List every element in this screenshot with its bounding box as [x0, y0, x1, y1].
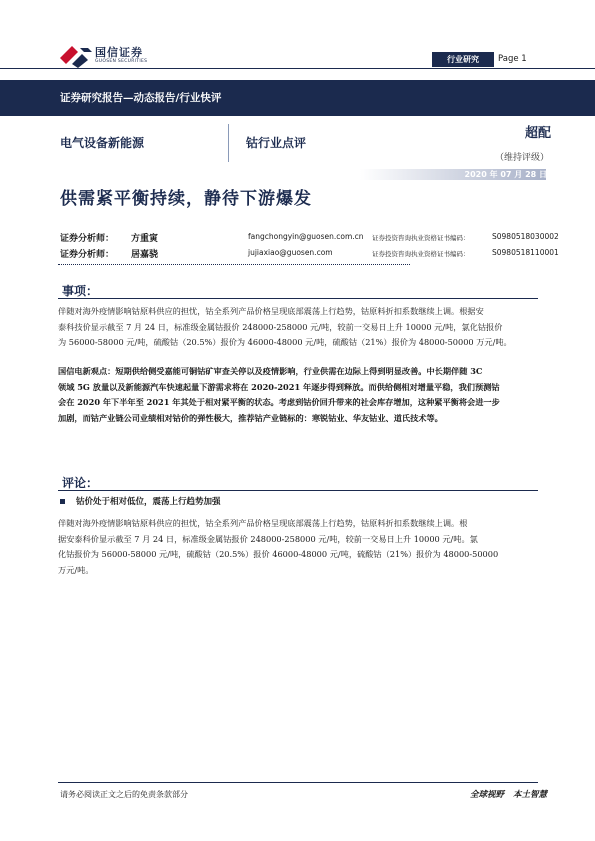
page-number: Page 1 [498, 54, 527, 64]
analyst-label: 证券分析师： [60, 250, 115, 260]
comments-title: 评论： [62, 476, 99, 490]
analyst-cert-number: S0980518110001 [492, 248, 559, 257]
text-line: 为 56000-58000 元/吨，硫酸钴（20.5%）报价为 46000-48000 元/吨，硫酸钴（21%）报价为 48000-50000 万元/吨。 [58, 337, 512, 347]
logo-english-name: GUOSEN SECURITIES [95, 59, 148, 64]
analyst-name: 方重寅 [131, 234, 159, 244]
sector-label: 电气设备新能源 [60, 136, 145, 150]
text-line: 加剧，而钴产业链公司业绩相对钴价的弹性极大，推荐钴产业链标的：寒锐钴业、华友钴业、道氏技术等。 [58, 412, 443, 423]
view-paragraph [58, 364, 556, 426]
events-rule [58, 298, 538, 299]
comments-rule [58, 490, 538, 491]
report-category: 钴行业点评 [246, 136, 307, 150]
footer-disclaimer: 请务必阅读正文之后的免责条款部分 [60, 790, 188, 799]
rating-label: 超配 [524, 126, 551, 141]
footer-rule [58, 782, 538, 783]
guosen-logo-icon [58, 44, 94, 68]
comment-subheading: 钴价处于相对低位，震荡上行趋势加强 [76, 497, 221, 507]
analyst-cert-number: S0980518030002 [492, 232, 559, 241]
text-line: 会在 2020 年下半年至 2021 年其处于相对紧平衡的状态。考虑到钴价回升带来的社会库存增加，这种紧平衡将会进一步 [58, 397, 500, 407]
analyst-cert-label: 证券投资咨询执业资格证书编码： [372, 234, 470, 242]
meta-divider [228, 124, 229, 162]
report-date: 2020 年 07 月 28 日 [464, 170, 547, 179]
bullet-square-icon [60, 499, 65, 504]
text-line: 泰科技价显示截至 7 月 24 日，标准级金属钴报价 248000-258000 元/吨，较前一交易日上升 10000 元/吨，氯化钴报价 [58, 321, 503, 332]
analyst-cert-label: 证券投资咨询执业资格证书编码： [372, 250, 470, 258]
analyst-email[interactable]: jujiaxiao@guosen.com [248, 248, 333, 257]
rating-note: （维持评级） [494, 153, 549, 163]
events-paragraph [58, 304, 556, 351]
analyst-email[interactable]: fangchongyin@guosen.com.cn [248, 232, 364, 241]
analyst-name: 居嘉骁 [131, 250, 159, 260]
logo-name: 国信证券 [95, 46, 143, 59]
footer-slogan: 全球视野 本土智慧 [470, 790, 547, 800]
text-line: 据安泰科价显示截至 7 月 24 日，标准级金属钴报价 248000-258000 元/吨，较前一交易日上升 10000 元/吨。氯 [58, 533, 478, 544]
comments-paragraph [58, 516, 556, 578]
text-line: 伴随对海外疫情影响钴原料供应的担忧，钴全系列产品价格呈现底部震荡上行趋势，钴原料折扣系数继续上调。根据安 [58, 306, 484, 316]
header-rule [0, 68, 595, 69]
report-type-tab: 行业研究 [432, 52, 494, 67]
text-line: 万元/吨。 [58, 564, 94, 575]
text-line: 领域 5G 放量以及新能源汽车快速起量下游需求将在 2020-2021 年逐步得到释放。而供给侧相对增量平稳，我们预测钴 [58, 381, 500, 392]
analyst-divider [58, 264, 410, 265]
analyst-label: 证券分析师： [60, 234, 115, 244]
text-line: 国信电新观点：短期供给侧受嘉能可铜钴矿审查关停以及疫情影响，行业供需在边际上得到明显改善。中长期伴随 3C [58, 366, 483, 376]
report-headline: 供需紧平衡持续，静待下游爆发 [60, 189, 312, 209]
banner-text: 证券研究报告—动态报告/行业快评 [60, 92, 222, 104]
text-line: 伴随对海外疫情影响钴原料供应的担忧，钴全系列产品价格呈现底部震荡上行趋势，钴原料折扣系数继续上调。根 [58, 518, 468, 528]
events-title: 事项： [62, 284, 99, 298]
text-line: 化钴报价为 56000-58000 元/吨，硫酸钴（20.5%）报价 46000-48000 元/吨，硫酸钴（21%）报价为 48000-50000 [58, 549, 499, 559]
